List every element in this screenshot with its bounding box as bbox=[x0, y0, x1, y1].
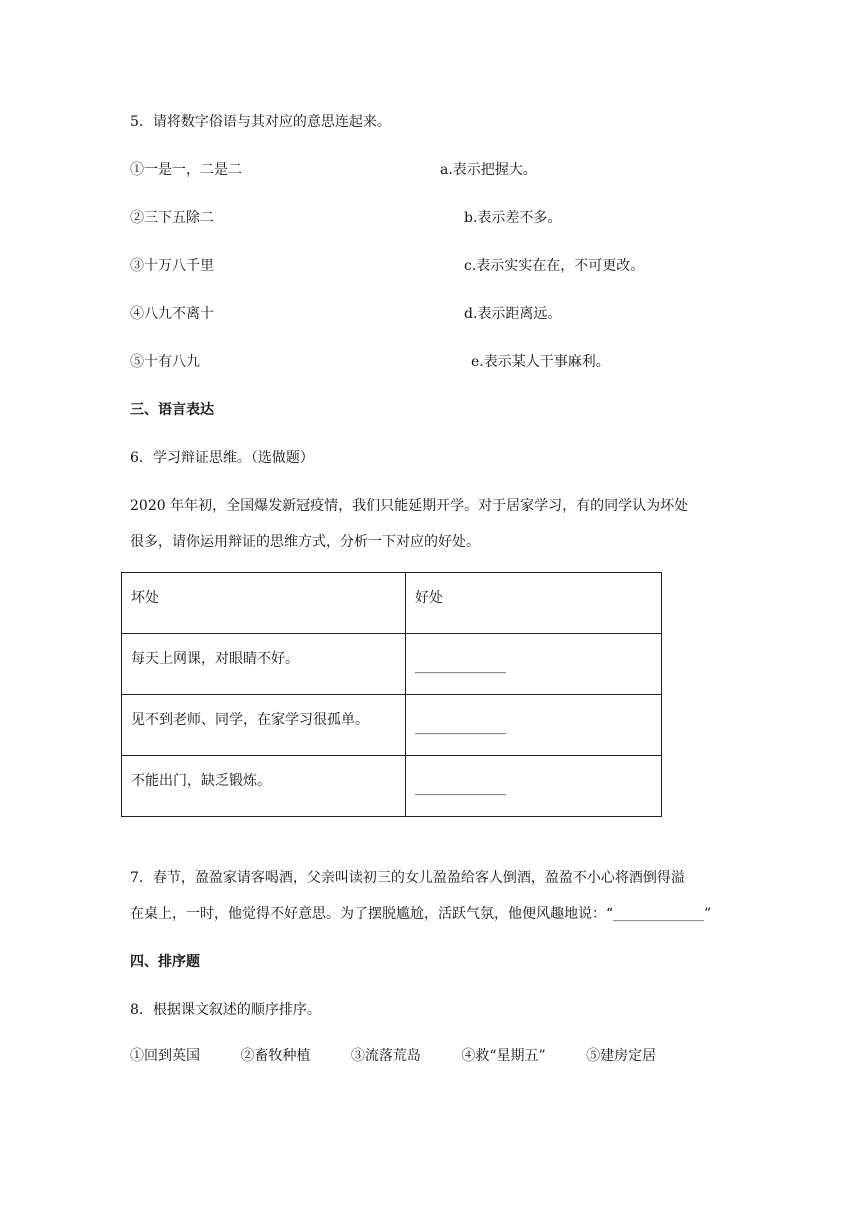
table-cell-answer-blank[interactable] bbox=[406, 695, 662, 756]
q8-item-1: ①回到英国 bbox=[130, 1048, 200, 1064]
q6-title: 6．学习辩证思维。（选做题） bbox=[130, 450, 314, 466]
table-row bbox=[122, 756, 662, 817]
answer-blank[interactable]: _____________ bbox=[415, 780, 506, 796]
q7-line-1: 7．春节，盈盈家请客喝酒，父亲叫读初三的女儿盈盈给客人倒酒，盈盈不小心将酒倒得溢 bbox=[130, 870, 685, 886]
pros-cons-table bbox=[121, 572, 662, 817]
table-cell-con: 见不到老师、同学，在家学习很孤单。 bbox=[122, 695, 406, 756]
section-4-heading: 四、排序题 bbox=[130, 954, 200, 970]
q5-left-item-2: ②三下五除二 bbox=[130, 210, 214, 226]
q5-right-item-d: d.表示距离远。 bbox=[464, 306, 562, 322]
table-cell-con: 不能出门，缺乏锻炼。 bbox=[122, 756, 406, 817]
table-cell-con: 每天上网课，对眼睛不好。 bbox=[122, 634, 406, 695]
q7-line-2: 在桌上，一时，他觉得不好意思。为了摆脱尴尬，活跃气氛，他便风趣地说：“_____________” bbox=[130, 906, 712, 922]
table-header-cons: 坏处 bbox=[122, 573, 406, 634]
answer-blank[interactable]: _____________ bbox=[415, 658, 506, 674]
q5-right-item-e: e.表示某人干事麻利。 bbox=[471, 354, 610, 370]
q8-item-3: ③流落荒岛 bbox=[350, 1048, 421, 1064]
q6-paragraph-line-1: 2020 年年初，全国爆发新冠疫情，我们只能延期开学。对于居家学习，有的同学认为坏处 bbox=[130, 498, 689, 514]
table-row bbox=[122, 695, 662, 756]
q8-item-2: ②畜牧种植 bbox=[240, 1048, 311, 1064]
section-3-heading: 三、语言表达 bbox=[130, 402, 214, 418]
table-header-row bbox=[122, 573, 662, 634]
q5-left-item-1: ①一是一，二是二 bbox=[130, 162, 242, 178]
table-cell-answer-blank[interactable] bbox=[406, 634, 662, 695]
q8-item-5: ⑤建房定居 bbox=[586, 1048, 657, 1064]
q5-right-item-a: a.表示把握大。 bbox=[440, 162, 537, 178]
q5-left-item-5: ⑤十有八九 bbox=[130, 354, 200, 370]
q8-item-4: ④救“星期五” bbox=[461, 1048, 546, 1064]
answer-blank[interactable]: _____________ bbox=[415, 719, 506, 735]
q5-title: 5．请将数字俗语与其对应的意思连起来。 bbox=[130, 114, 391, 130]
table-header-pros: 好处 bbox=[406, 573, 662, 634]
q5-left-item-4: ④八九不离十 bbox=[130, 306, 214, 322]
q8-sequence-items bbox=[130, 1046, 692, 1066]
q5-right-item-c: c.表示实实在在，不可更改。 bbox=[464, 258, 645, 274]
q6-paragraph-line-2: 很多，请你运用辩证的思维方式，分析一下对应的好处。 bbox=[130, 534, 480, 550]
q5-right-item-b: b.表示差不多。 bbox=[464, 210, 562, 226]
q8-title: 8．根据课文叙述的顺序排序。 bbox=[130, 1002, 321, 1018]
q5-left-item-3: ③十万八千里 bbox=[130, 258, 214, 274]
table-cell-answer-blank[interactable] bbox=[406, 756, 662, 817]
table-row bbox=[122, 634, 662, 695]
